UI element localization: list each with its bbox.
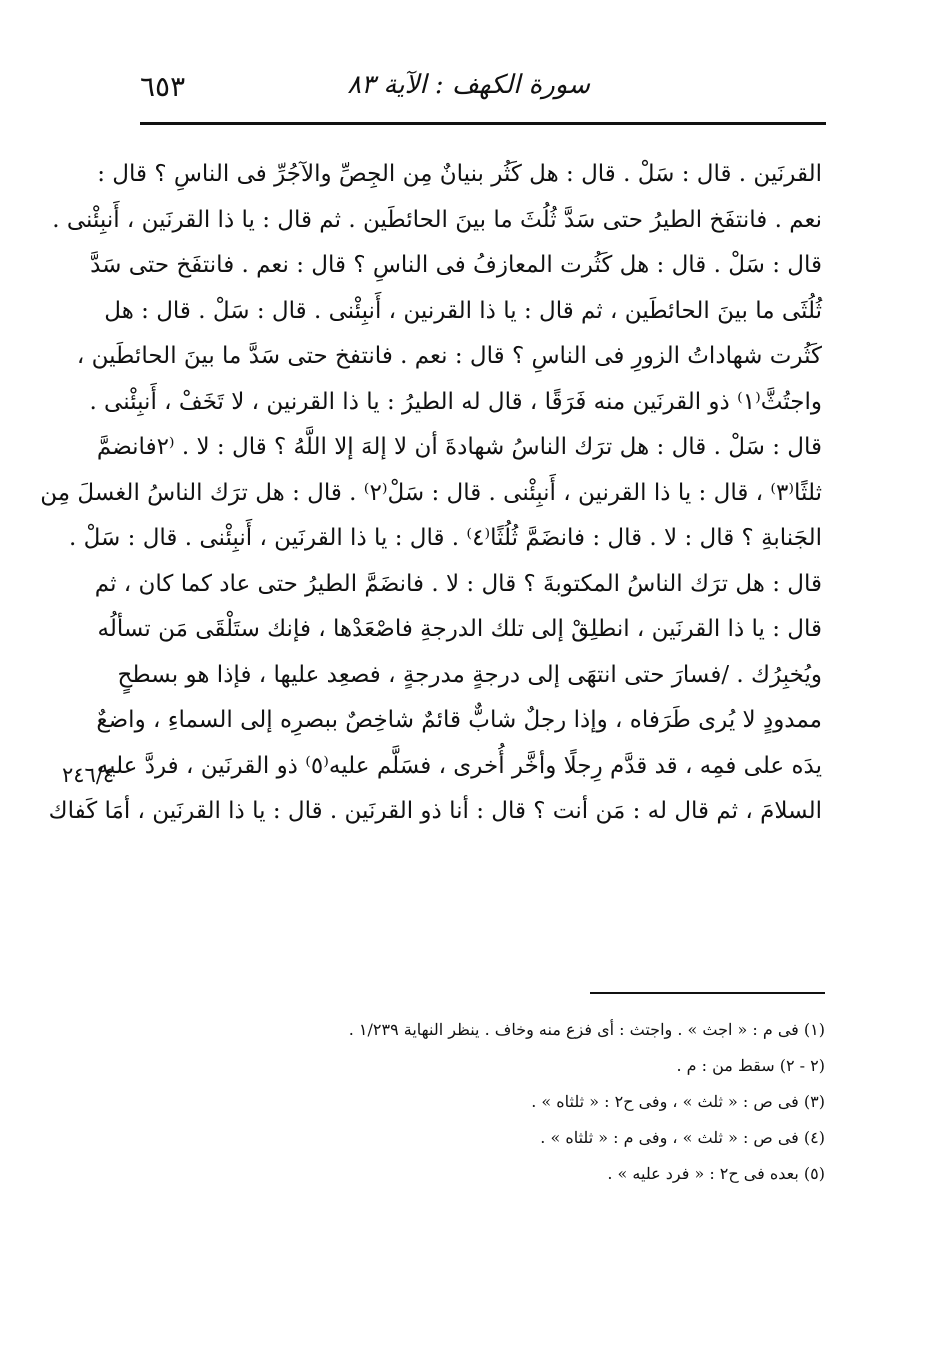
footnote: (٤) فى ص : « ثلث » ، وفى م : « ثلثاه » . xyxy=(540,1128,825,1147)
text-line: السلامَ ، ثم قال له : مَن أنت ؟ قال : أنا ذو القرنَين . قال : يا ذا القرنَين ، أمَا كَفاك xyxy=(48,798,822,824)
text-line: كَثُرت شهاداتُ الزورِ فى الناسِ ؟ قال : نعم . فانتفخ حتى سَدَّ ما بينَ الحائطَين ، xyxy=(76,343,822,369)
text-line: ثلثًا⁽٣⁾ ، قال : يا ذا القرنين ، أَنبِئْنى . قال : سَلْ⁽٢⁾ . قال : هل ترَك الناسُ الغسلَ مِن xyxy=(40,479,822,506)
surah-title: سورة الكهف : الآية ٨٣ xyxy=(347,70,590,100)
header-rule xyxy=(140,122,826,125)
page-header xyxy=(140,70,825,114)
footnotes xyxy=(260,1012,825,1192)
footnote: (٥) بعده فى ح٢ : « فرد عليه » . xyxy=(607,1164,825,1183)
text-line: ثُلُثَى ما بينَ الحائطَين ، ثم قال : يا ذا القرنين ، أَنبِئْنى . قال : سَلْ . قال : هل xyxy=(104,297,822,324)
text-line: قال : سَلْ . قال : هل ترَك الناسُ شهادةَ أن لا إلهَ إلا اللَّهُ ؟ قال : لا . ⁽٢فانضمَّ xyxy=(96,434,822,460)
margin-reference: ٢٤٦/٤ xyxy=(62,763,115,787)
text-line: الجَنابةِ ؟ قال : لا . قال : فانضَمَّ ثُلُثًا⁽٤⁾ . قال : يا ذا القرنَين ، أَنبِئْنى . قال : سَلْ . xyxy=(69,525,822,551)
text-line: قال : يا ذا القرنَين ، انطلِقْ إلى تلك الدرجةِ فاصْعَدْها ، فإنك ستَلْقَى مَن تسألُه xyxy=(97,616,822,642)
footnote: (٣) فى ص : « ثلث » ، وفى ح٢ : « ثلثاه » . xyxy=(531,1092,825,1111)
text-line: يدَه على فمِه ، قد قدَّم رِجلًا وأخَّر أُخرى ، فسَلَّم عليه⁽٥⁾ ذو القرنَين ، فردَّ عليه xyxy=(96,752,822,779)
text-line: قال : سَلْ . قال : هل كَثُرت المعازفُ فى الناسِ ؟ قال : نعم . فانتفَخ حتى سَدَّ xyxy=(90,252,822,278)
text-line: ويُخبِرُك . /فسارَ حتى انتهَى إلى درجةٍ مدرجةٍ ، فصعِد عليها ، فإذا هو بسطحٍ xyxy=(117,661,822,688)
page-number: ٦٥٣ xyxy=(140,70,186,103)
text-line: ممدودٍ لا يُرى طَرَفاه ، وإذا رجلٌ شابٌّ قائمٌ شاخِصٌ ببصرِه إلى السماءِ ، واضعٌ xyxy=(96,707,822,733)
footnote: (١) فى م : « اجث » . واجتث : أى فزع منه وخاف . ينظر النهاية ١/٢٣٩ . xyxy=(348,1020,825,1039)
footnote: (٢ - ٢) سقط من : م . xyxy=(676,1056,825,1075)
text-line: واجتُثَّ⁽١⁾ ذو القرنَين منه فَرَقًا ، قال له الطيرُ : يا ذا القرنين ، لا تَخَفْ ، أَنبِئْنى . xyxy=(89,388,822,415)
footnote-rule xyxy=(590,992,825,994)
text-line: قال : هل ترَك الناسُ المكتوبةَ ؟ قال : لا . فانضَمَّ الطيرُ حتى عاد كما كان ، ثم xyxy=(94,570,822,597)
text-line: نعم . فانتفَخ الطيرُ حتى سَدَّ ثُلُثَ ما بينَ الحائطَين . ثم قال : يا ذا القرنَين ، أَنبِئْنى . xyxy=(52,206,822,233)
text-line: القرنَين . قال : سَلْ . قال : هل كَثُر بنيانٌ مِن الجِصِّ والآجُرِّ فى الناسِ ؟ قال : xyxy=(97,161,822,187)
